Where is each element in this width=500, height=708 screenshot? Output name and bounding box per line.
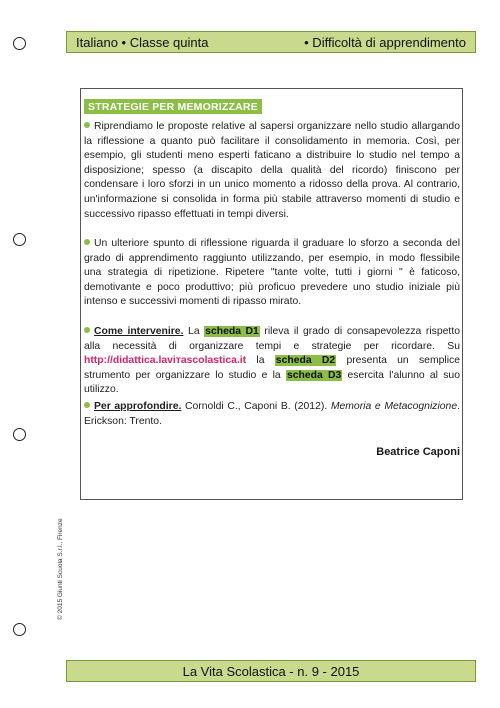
bullet-icon [84, 327, 90, 333]
further-reading-lead: Per approfondire. [94, 401, 182, 412]
footer-publication: La Vita Scolastica - n. 9 - 2015 [182, 663, 360, 679]
paragraph-3-text: La [183, 326, 205, 337]
page-footer [66, 660, 476, 682]
paragraph-2-text: Un ulteriore spunto di riflessione riguarda il graduare lo sforzo a seconda del grado di apprendimento raggiunto utilizzando, per esempio, in modo flessibile una strategia di ripetizione. Ripetere "tante volte, tutti i giorni " è faticoso, demotivante e poco produttivo; più proficuo prevedere uno studio iniziale più intenso e successivi momenti di ripasso mirato. [84, 238, 460, 308]
paragraph-3-text: esercita l'alunno al suo utilizzo. [84, 369, 460, 396]
copyright-notice: © 2015 Giunti Scuola S.r.l., Firenze [57, 518, 64, 620]
reference-title: Memoria e Metacognizione [330, 401, 458, 412]
binder-hole-1 [13, 37, 26, 50]
binder-hole-4 [13, 623, 26, 636]
intervention-lead: Come intervenire. [94, 326, 184, 337]
paragraph-3-text: presenta un semplice strumento per organizzare lo studio e la [84, 355, 460, 381]
paragraph-3-text: rileva il grado di consapevolezza rispetto alla necessità di organizzare tempi e strategie per ricordare. Su [84, 326, 460, 352]
reference-text: . Erickson: Trento. [84, 401, 460, 427]
binder-hole-2 [13, 233, 26, 246]
binder-hole-3 [13, 428, 26, 441]
author-name: Beatrice Caponi [376, 446, 460, 458]
section-title: STRATEGIE PER MEMORIZZARE [84, 99, 262, 114]
scheda-d3-badge[interactable]: scheda D3 [286, 369, 342, 381]
reference-text: Cornoldi C., Caponi B. (2012). [181, 401, 331, 412]
bullet-icon [84, 239, 90, 245]
paragraph-2 [84, 237, 460, 310]
scheda-d1-badge[interactable]: scheda D1 [205, 326, 259, 337]
paragraph-3-text: la [246, 355, 275, 367]
scheda-d2-badge[interactable]: scheda D2 [275, 355, 336, 367]
paragraph-4 [84, 400, 460, 429]
bullet-icon [84, 402, 90, 408]
paragraph-1-text: Riprendiamo le proposte relative al sapersi organizzare nello studio allargando la riflessione a quanto può facilitare il consolidamento in memoria. Così, per esempio, gli studenti meno esperti faticano a distribuire lo studio nel tempo a disposizione; spesso (a discapito della qualità del ricordo) finiscono per condensare i loro sforzi in un unico momento a ridosso della prova. Al contrario, un'informazione si consolida in forma più stabile attraverso momenti di studio e successivo ripasso effettuati in tempi diversi. [84, 121, 460, 220]
bullet-icon [84, 122, 90, 128]
paragraph-1 [84, 120, 460, 222]
header-subject: Italiano • Classe quinta [76, 34, 209, 50]
header-topic: • Difficoltà di apprendimento [304, 34, 466, 50]
paragraph-3 [84, 325, 460, 398]
page-header [66, 31, 476, 53]
didattica-link[interactable]: http://didattica.laviтascolastica.it [84, 355, 247, 367]
